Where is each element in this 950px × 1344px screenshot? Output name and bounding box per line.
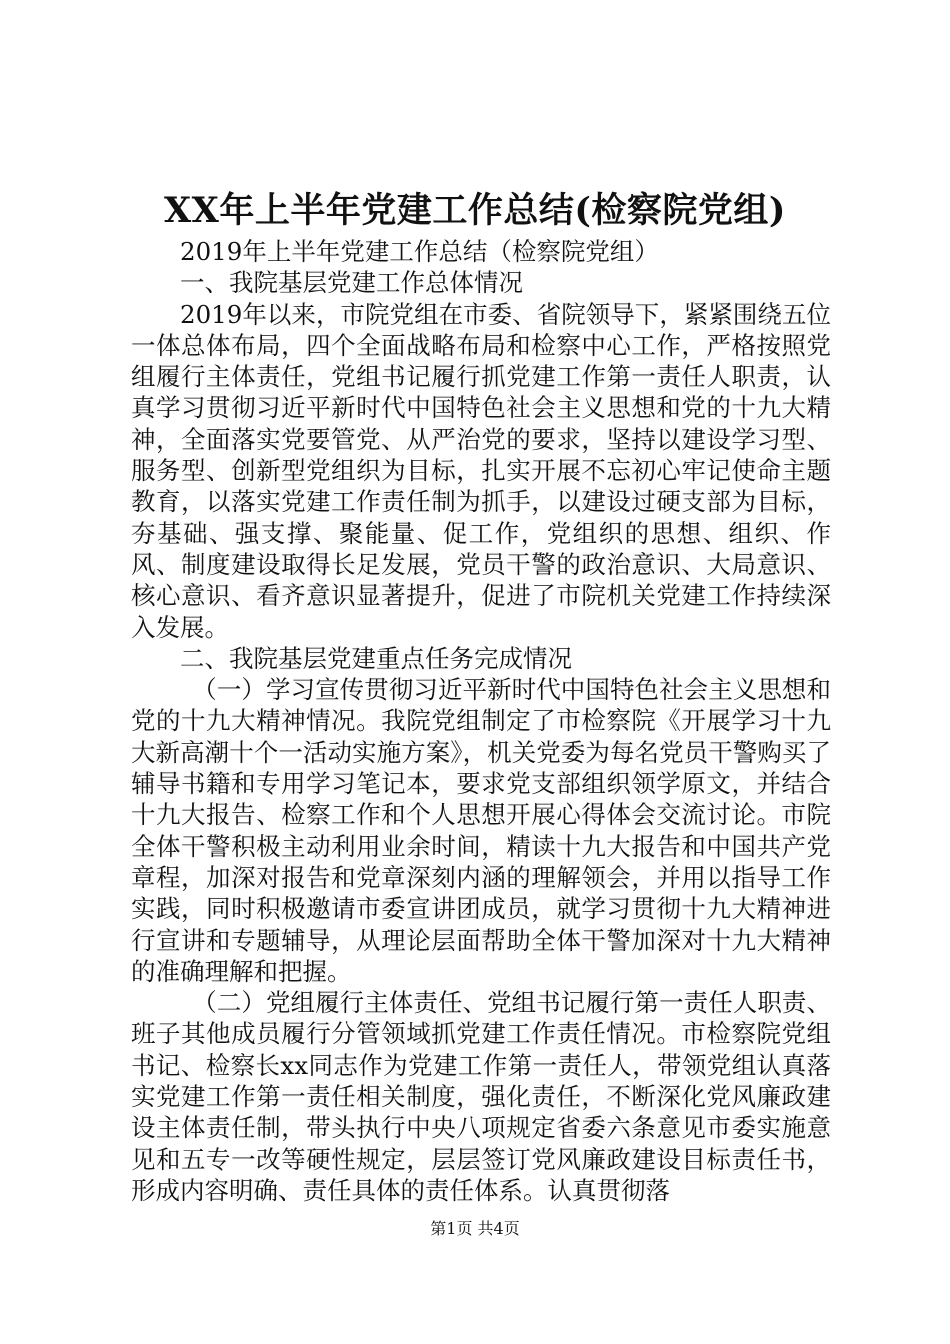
document-body bbox=[131, 236, 831, 1206]
body-paragraph: （一）学习宣传贯彻习近平新时代中国特色社会主义思想和党的十九大精神情况。我院党组制定了市检察院《开展学习十九大新高潮十个一活动实施方案》，机关党委为每名党员干警购买了辅导书籍和专用学习笔记本，要求党支部组织领学原文，并结合十九大报告、检察工作和个人思想开展心得体会交流讨论。市院全体干警积极主动利用业余时间，精读十九大报告和中国共产党章程，加深对报告和党章深刻内涵的理解领会，并用以指导工作实践，同时积极邀请市委宣讲团成员，就学习贯彻十九大精神进行宣讲和专题辅导，从理论层面帮助全体干警加深对十九大精神的准确理解和把握。 bbox=[131, 675, 831, 986]
body-paragraph: 2019年以来，市院党组在市委、省院领导下，紧紧围绕五位一体总体布局，四个全面战略布局和检察中心工作，严格按照党组履行主体责任，党组书记履行抓党建工作第一责任人职责，认真学习贯彻习近平新时代中国特色社会主义思想和党的十九大精神，全面落实党要管党、从严治党的要求，坚持以建设学习型、服务型、创新型党组织为目标，扎实开展不忘初心牢记使命主题教育，以落实党建工作责任制为抓手，以建设过硬支部为目标，夯基础、强支撑、聚能量、促工作，党组织的思想、组织、作风、制度建设取得长足发展，党员干警的政治意识、大局意识、核心意识、看齐意识显著提升，促进了市院机关党建工作持续深入发展。 bbox=[131, 299, 831, 642]
document-title: XX年上半年党建工作总结(检察院党组) bbox=[164, 190, 786, 231]
page-number-footer: 第1页 共4页 bbox=[430, 1219, 520, 1238]
body-paragraph: （二）党组履行主体责任、党组书记履行第一责任人职责、班子其他成员履行分管领域抓党建工作责任情况。市检察院党组书记、检察长xx同志作为党建工作第一责任人，带领党组认真落实党建工作第一责任相关制度，强化责任，不断深化党风廉政建设主体责任制，带头执行中央八项规定省委六条意见市委实施意见和五专一改等硬性规定，层层签订党风廉政建设目标责任书，形成内容明确、责任具体的责任体系。认真贯彻落 bbox=[131, 988, 831, 1205]
subtitle-paragraph: 2019年上半年党建工作总结（检察院党组） bbox=[180, 237, 659, 266]
section-heading-1: 一、我院基层党建工作总体情况 bbox=[180, 268, 523, 298]
section-heading-2: 二、我院基层党建重点任务完成情况 bbox=[180, 643, 572, 673]
